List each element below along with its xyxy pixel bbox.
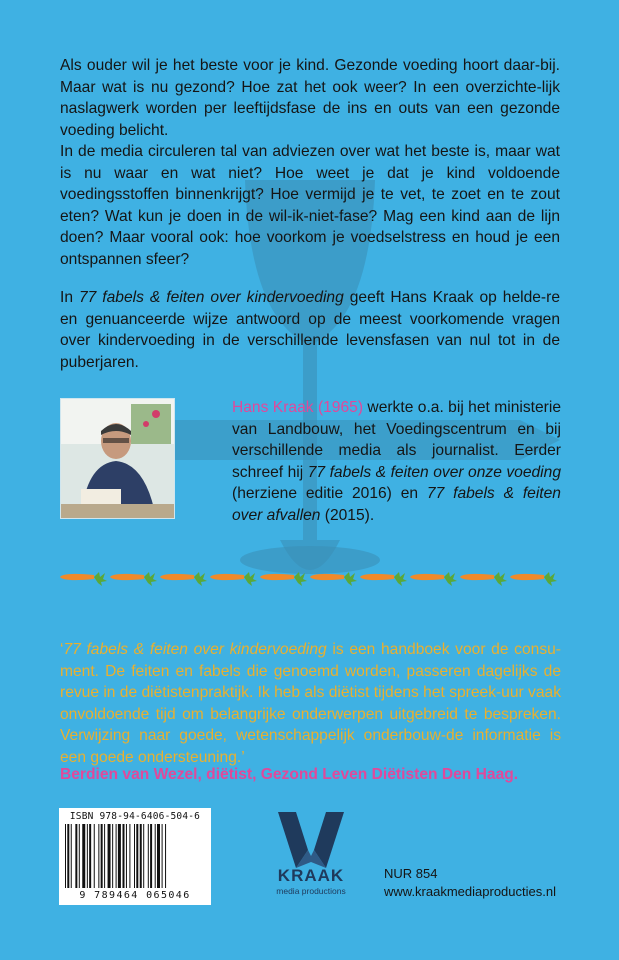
leaf-icon: [294, 572, 307, 586]
carrot-icon: [360, 574, 394, 580]
logo-subtitle: media productions: [276, 886, 346, 896]
p3-pre: In: [60, 289, 79, 306]
leaf-icon: [494, 572, 507, 586]
quote-book-title: 77 fabels & feiten over kindervoeding: [63, 641, 327, 658]
logo-text: KRAAK: [277, 866, 345, 885]
author-text-1: werkte o.a. bij het ministerie van Landbouw, het Voedingscentrum en bij verschillende media als journalist. Eerder schreef hij: [232, 399, 561, 481]
carrot-icon: [110, 574, 144, 580]
author-bio: [232, 397, 561, 527]
barcode-bar: [98, 824, 99, 888]
leaf-icon: [344, 572, 357, 586]
review-quote: [60, 639, 561, 769]
carrot-icon: [310, 574, 344, 580]
barcode-bar: [165, 824, 166, 888]
barcode-bar: [148, 824, 149, 888]
carrot-icon: [510, 574, 544, 580]
barcode-bar: [112, 824, 113, 888]
leaf-icon: [394, 572, 407, 586]
carrot-icon: [160, 574, 194, 580]
barcode-bar: [82, 824, 85, 888]
carrot-divider: [60, 568, 560, 586]
barcode-bar: [116, 824, 117, 888]
barcode-bar: [150, 824, 152, 888]
barcode-digits: 9 789464 065046: [79, 890, 191, 901]
quote-open: ‘: [60, 641, 64, 658]
book-title: 77 fabels & feiten over kindervoeding: [78, 289, 344, 306]
p3-post: geeft Hans Kraak op helde-re en genuanceerde wijze antwoord op de meest voorkomende vragen over kindervoeding in de verschillende levensfasen van nul tot in de puberjaren.: [60, 289, 560, 371]
barcode-bar: [89, 824, 91, 888]
intro-paragraph: Als ouder wil je het beste voor je kind. Gezonde voeding hoort daar-bij. Maar wat is nu gezond? Hoe zat het ook weer? In een overzichte-lijk naslagwerk worden per leeftijdsfase de ins en outs van een gezonde voeding belicht.: [60, 57, 560, 139]
quote-attribution: Berdien van Wezel, diëtist, Gezond Leven Diëtisten Den Haag.: [60, 766, 519, 783]
barcode-bar: [134, 824, 135, 888]
barcode-bar: [129, 824, 130, 888]
barcode-bar: [101, 824, 103, 888]
barcode-bar: [94, 824, 95, 888]
barcode-bar: [71, 824, 72, 888]
barcode-bar: [157, 824, 160, 888]
publisher-website: www.kraakmediaproducties.nl: [384, 884, 556, 899]
author-name: Hans Kraak (1965): [232, 399, 364, 416]
author-text-3: (2015).: [320, 506, 375, 524]
leaf-icon: [244, 572, 257, 586]
author-book-2: 77 fabels & feiten over afvallen: [232, 485, 561, 524]
leaf-icon: [144, 572, 157, 586]
barcode-bar: [136, 824, 138, 888]
barcode-bar: [87, 824, 88, 888]
barcode-bar: [104, 824, 105, 888]
barcode-bar: [126, 824, 127, 888]
barcode-bar: [123, 824, 125, 888]
barcode-bar: [155, 824, 156, 888]
carrot-icon: [260, 574, 294, 580]
leaf-icon: [544, 572, 557, 586]
barcode-bar: [65, 824, 66, 888]
quote-text: is een handboek voor de consu-ment. De feiten en fabels die genoemd worden, passeren dagelijks de revue in de diëtistenpraktijk. Ik heb als diëtist tijdens het spreek-uur vaak onvoldoende tijd om belangrijke onderwerpen uitgebreid te bespreken. Verwijzing naar goede, wetenschappelijk onderbouw-de informatie is een goede ondersteuning.’: [60, 641, 561, 766]
barcode-bar: [75, 824, 77, 888]
barcode-bar: [108, 824, 111, 888]
book-description-paragraph: [60, 287, 560, 373]
barcode-bar: [118, 824, 121, 888]
barcode-bar: [79, 824, 80, 888]
barcode: [59, 808, 211, 905]
isbn-label: ISBN 978-94-6406-504-6: [69, 811, 201, 822]
author-photo: [60, 398, 175, 519]
author-book-1: 77 fabels & feiten over onze voeding: [307, 463, 561, 481]
carrot-icon: [60, 574, 94, 580]
author-text-2: (herziene editie 2016) en: [232, 485, 427, 503]
leaf-icon: [444, 572, 457, 586]
carrot-icon: [410, 574, 444, 580]
leaf-icon: [94, 572, 107, 586]
barcode-bars: [65, 824, 205, 888]
barcode-bar: [143, 824, 144, 888]
barcode-bar: [140, 824, 142, 888]
barcode-bar: [162, 824, 163, 888]
carrot-icon: [460, 574, 494, 580]
barcode-bar: [67, 824, 69, 888]
questions-paragraph: In de media circuleren tal van adviezen over wat het beste is, maar wat is nu waar en wat niet? Hoe weet je dat je kind voldoende voedingsstoffen binnenkrijgt? Hoe vermijd je te vet, te zoet en te zout eten? Wat kun je doen in de wil-ik-niet-fase? Mag een kind aan de lijn doen? Maar vooral ook: hoe voorkom je voedselstress en houd je een ontspannen sfeer?: [60, 143, 560, 268]
carrot-icon: [210, 574, 244, 580]
leaf-icon: [194, 572, 207, 586]
nur-code: NUR 854: [384, 866, 438, 881]
